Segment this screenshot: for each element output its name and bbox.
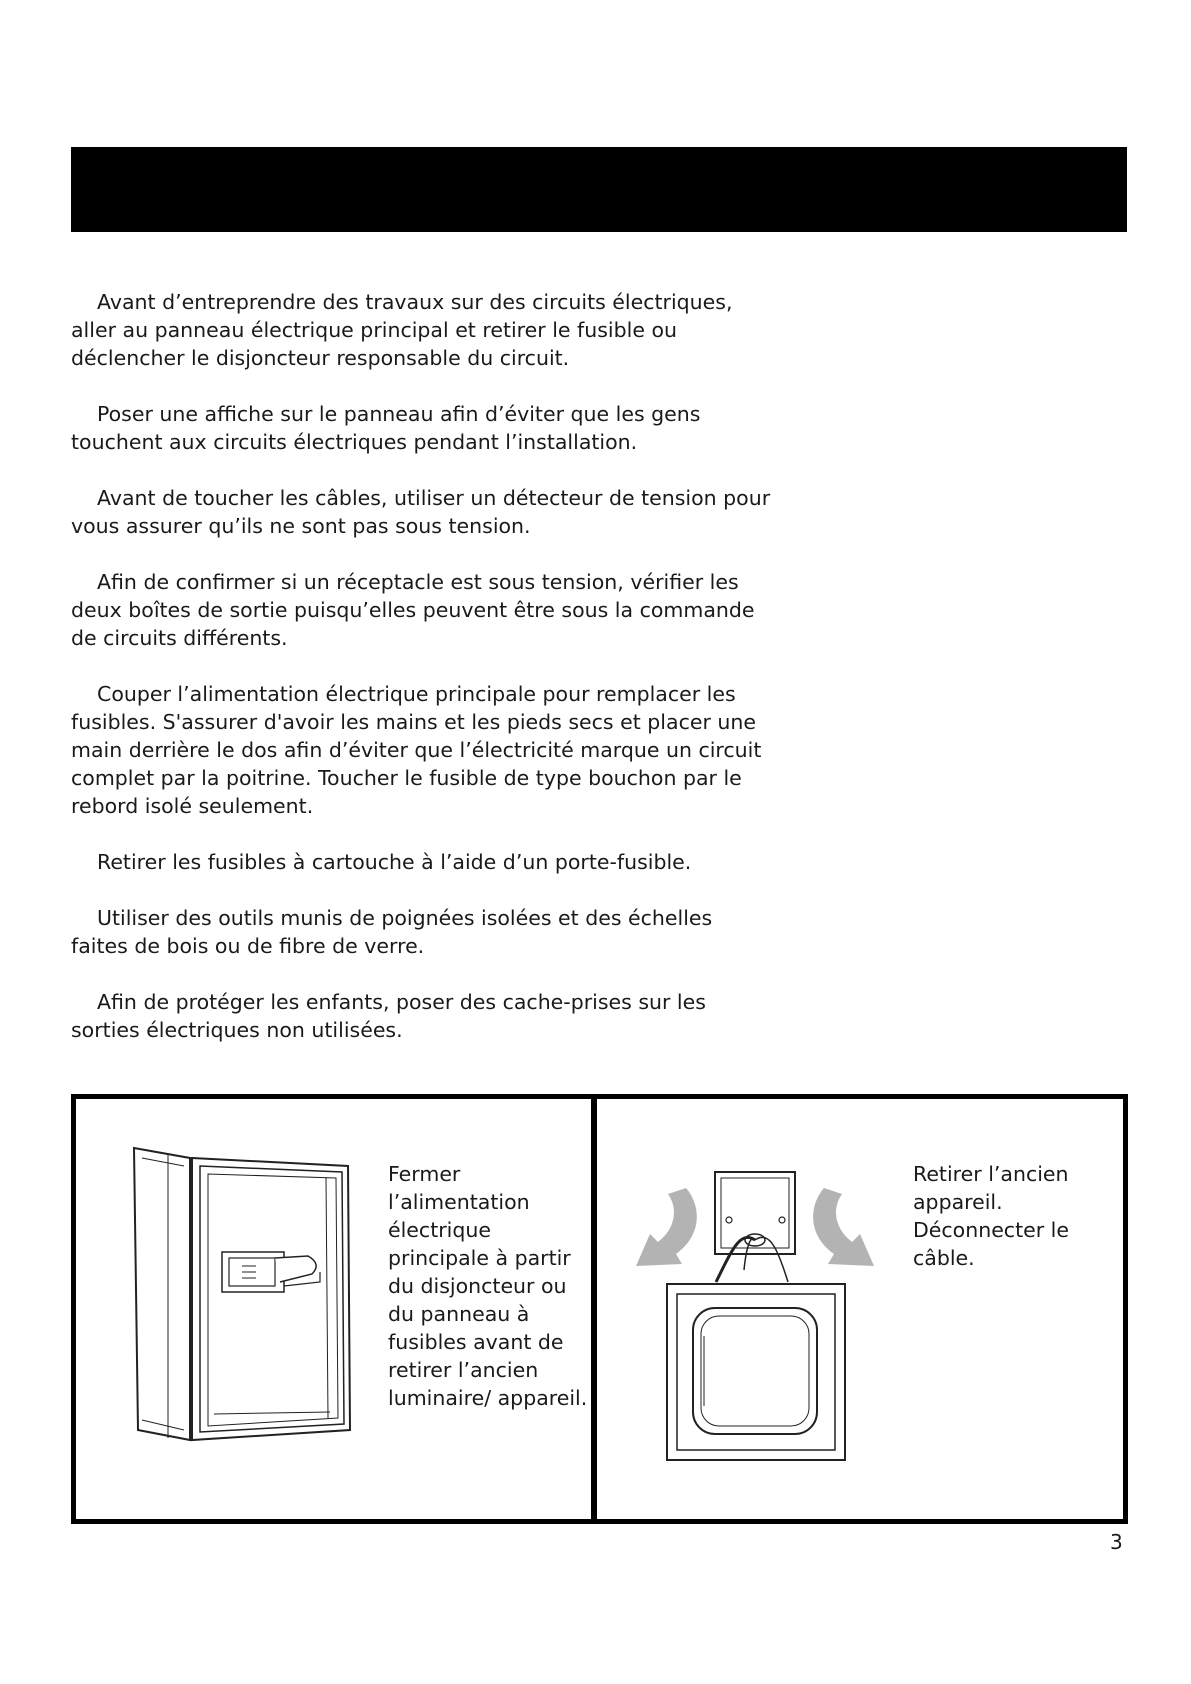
fixture-removal-illustration: [620, 1170, 910, 1470]
arrow-left-icon: [636, 1188, 697, 1266]
paragraph: Retirer les fusibles à cartouche à l’aide d’un porte-fusible.: [97, 850, 692, 874]
paragraph: Couper l’alimentation électrique principale pour remplacer les fusibles. S'assurer d'avoir les mains et les pieds secs et placer une main derrière le dos afin d’éviter que l’électricité marque un circuit complet par la poitrine. Toucher le fusible de type bouchon par le rebord isolé seulement.: [71, 682, 762, 818]
breaker-panel-illustration: [130, 1140, 370, 1460]
paragraph: Utiliser des outils munis de poignées isolées et des échelles faites de bois ou de fibre de verre.: [71, 906, 713, 958]
step-caption: Retirer l’ancien appareil. Déconnecter le câble.: [913, 1162, 1069, 1270]
paragraph: Avant de toucher les câbles, utiliser un détecteur de tension pour vous assurer qu’ils ne sont pas sous tension.: [71, 486, 771, 538]
step-caption: Fermer l’alimentation électrique principale à partir du disjoncteur ou du panneau à fusibles avant de retirer l’ancien luminaire/ appareil.: [388, 1162, 588, 1410]
safety-instructions: [71, 288, 771, 1072]
header-bar: [71, 147, 1127, 232]
arrow-right-icon: [813, 1188, 874, 1266]
paragraph: Avant d’entreprendre des travaux sur des circuits électriques, aller au panneau électrique principal et retirer le fusible ou déclencher le disjoncteur responsable du circuit.: [71, 290, 733, 370]
page-number: 3: [1110, 1530, 1123, 1554]
paragraph: Afin de protéger les enfants, poser des cache-prises sur les sorties électriques non utilisées.: [71, 990, 706, 1042]
paragraph: Poser une affiche sur le panneau afin d’éviter que les gens touchent aux circuits électriques pendant l’installation.: [71, 402, 701, 454]
paragraph: Afin de confirmer si un réceptacle est sous tension, vérifier les deux boîtes de sortie puisqu’elles peuvent être sous la commande de circuits différents.: [71, 570, 755, 650]
steps-divider: [591, 1094, 597, 1524]
